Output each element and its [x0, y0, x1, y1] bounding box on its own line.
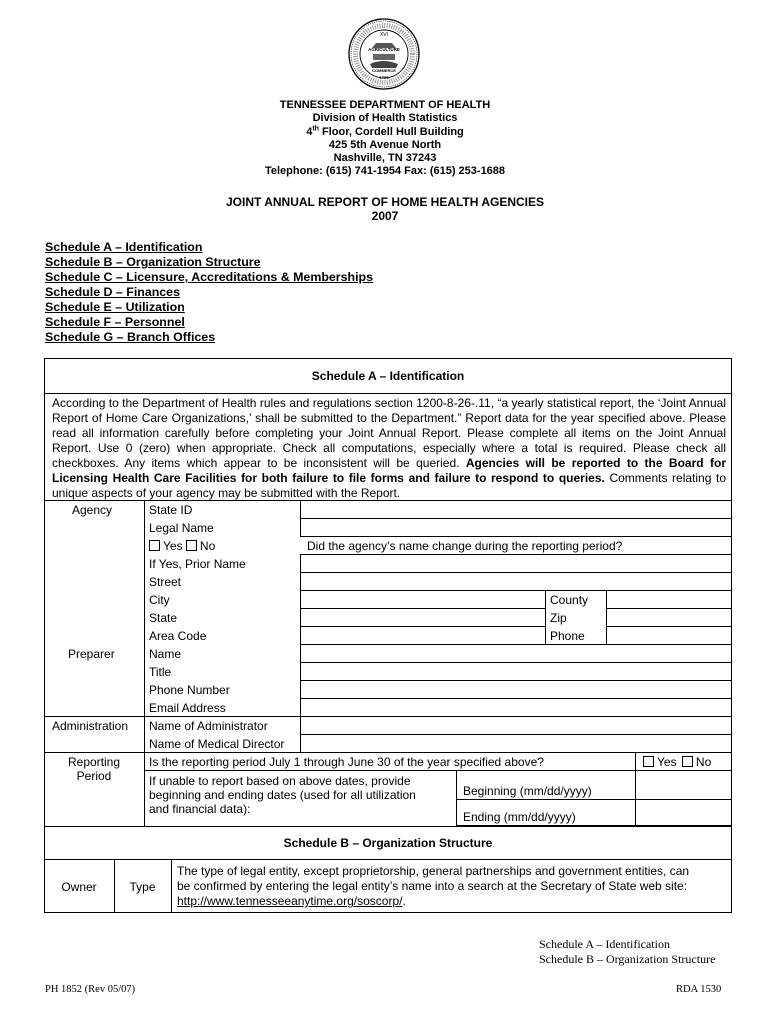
reporting-word: Reporting: [67, 755, 121, 769]
seal-commerce: COMMERCE: [372, 68, 396, 73]
toc-item-schedule-c: Schedule C – Licensure, Accreditations & Memberships: [45, 270, 373, 284]
ending-date-field[interactable]: [636, 800, 731, 825]
toc-item-schedule-e: Schedule E – Utilization: [45, 300, 185, 314]
phone-label: Phone: [550, 629, 585, 643]
grid-line: [635, 752, 636, 771]
report-year: 2007: [371, 209, 399, 223]
prior-name-field[interactable]: [300, 554, 732, 573]
county-field[interactable]: [606, 590, 732, 609]
report-title: [0, 195, 770, 223]
state-field[interactable]: [300, 608, 546, 627]
header-address: [0, 99, 770, 179]
city-field[interactable]: [300, 590, 546, 609]
medical-director-field[interactable]: [300, 734, 732, 753]
no-label: No: [199, 539, 216, 553]
legal-name-field[interactable]: [300, 518, 732, 537]
instructions-warning: Agencies will be reported to the Board for Licensing Health Care Facilities for both failure to file forms and failure to respond to queries.: [52, 456, 726, 485]
alt-dates-line2: beginning and ending dates (used for all utilization: [149, 788, 416, 802]
period-options: [643, 755, 711, 769]
owner-label: Owner: [61, 880, 97, 894]
county-label: County: [550, 593, 589, 607]
instructions-text: According to the Department of Health rules and regulations section 1200-8-26-.11, “a yearly statistical report, the ‘Joint Annual Report of Home Care Organizations,’ shall be submitted to the Department.” Report data for the year specified above. Please read all information carefully before completing your Joint Annual Report. Please complete all items on the Joint Annual Report. Use 0 (zero) when appropriate. Check all computations, especially where a total is required. Please check all checkboxes. Any items which appear to be inconsistent will be queried.: [52, 396, 726, 470]
preparer-email-field[interactable]: [300, 698, 732, 717]
entity-desc-line3: [177, 894, 689, 909]
city-address: Nashville, TN 37243: [333, 152, 437, 165]
grid-line: [44, 716, 300, 717]
period-no-label: No: [695, 755, 712, 769]
type-label: Type: [129, 880, 156, 894]
state-id-field[interactable]: [300, 500, 732, 519]
report-title-line1: JOINT ANNUAL REPORT OF HOME HEALTH AGENCIES: [225, 195, 544, 209]
area-code-label: Area Code: [149, 629, 207, 643]
floor-number: 4: [306, 125, 313, 138]
beginning-date-field[interactable]: [636, 771, 731, 799]
toc-item-schedule-f: Schedule F – Personnel: [45, 315, 185, 329]
seal-agriculture: AGRICULTURE: [368, 47, 400, 52]
seal-year: 1796: [379, 75, 389, 80]
name-change-yes-checkbox[interactable]: [149, 540, 160, 551]
schedule-list: [45, 240, 373, 345]
form-number: PH 1852 (Rev 05/07): [45, 984, 136, 995]
street-field[interactable]: [300, 572, 732, 591]
instructions-comments: Comments relating to unique aspects of your agency may be submitted with the Report.: [52, 471, 726, 500]
name-change-no-checkbox[interactable]: [186, 540, 197, 551]
toc-item-schedule-a: Schedule A – Identification: [45, 240, 203, 254]
period-no-checkbox[interactable]: [682, 756, 693, 767]
administrator-name-field[interactable]: [300, 716, 732, 735]
state-id-label: State ID: [149, 503, 193, 517]
preparer-email-label: Email Address: [149, 701, 226, 715]
dept-name: TENNESSEE DEPARTMENT OF HEALTH: [279, 99, 491, 111]
administration-label: Administration: [52, 719, 129, 733]
legal-name-label: Legal Name: [149, 521, 214, 535]
toc-item-schedule-g: Schedule G – Branch Offices: [45, 330, 216, 344]
page-contents: [539, 937, 715, 967]
zip-field[interactable]: [606, 608, 732, 627]
preparer-label: Preparer: [68, 647, 115, 661]
prior-name-label: If Yes, Prior Name: [149, 557, 246, 571]
preparer-phone-label: Phone Number: [149, 683, 230, 697]
preparer-name-field[interactable]: [300, 644, 732, 663]
phone-field[interactable]: [606, 626, 732, 645]
city-label: City: [149, 593, 170, 607]
grid-line: [144, 500, 145, 826]
preparer-name-label: Name: [149, 647, 182, 661]
rda-number: RDA 1530: [676, 984, 722, 995]
toc-item-schedule-d: Schedule D – Finances: [45, 285, 180, 299]
preparer-title-field[interactable]: [300, 662, 732, 681]
floor-suffix: th: [312, 124, 319, 132]
alternate-dates-instructions: [149, 774, 416, 816]
sos-corp-link[interactable]: http://www.tennesseeanytime.org/soscorp/: [177, 894, 403, 908]
ending-date-label: Ending (mm/dd/yyyy): [463, 810, 576, 824]
phone-fax: Telephone: (615) 741-1954 Fax: (615) 253-1688: [264, 165, 506, 178]
toc-item-schedule-b: Schedule B – Organization Structure: [45, 255, 261, 269]
grid-line: [44, 752, 732, 753]
name-change-options: [149, 539, 215, 553]
street-label: Street: [149, 575, 182, 589]
alt-dates-line1: If unable to report based on above dates, provide: [149, 774, 411, 788]
administrator-name-label: Name of Administrator: [149, 719, 268, 733]
entity-desc-line1: The type of legal entity, except proprietorship, general partnerships and government entities, can: [177, 864, 690, 878]
division-name: Division of Health Statistics: [312, 112, 458, 125]
yes-label: Yes: [163, 539, 183, 553]
grid-line: [171, 860, 172, 913]
entity-desc-line2: be confirmed by entering the legal entity’s name into a search at the Secretary of State web site:: [177, 879, 688, 893]
preparer-title-label: Title: [149, 665, 172, 679]
contents-schedule-a: Schedule A – Identification: [539, 937, 670, 951]
floor-building: Floor, Cordell Hull Building: [318, 125, 464, 138]
contents-schedule-b: Schedule B – Organization Structure: [539, 952, 716, 966]
preparer-phone-field[interactable]: [300, 680, 732, 699]
street-address: 425 5th Avenue North: [328, 138, 442, 151]
state-seal: [348, 18, 420, 90]
floor-line: [0, 126, 770, 139]
beginning-date-label: Beginning (mm/dd/yyyy): [463, 784, 592, 798]
schedule-a-header: Schedule A – Identification: [45, 359, 731, 394]
schedule-b-header: Schedule B – Organization Structure: [44, 826, 732, 860]
agency-label: Agency: [72, 503, 113, 517]
link-period: .: [402, 894, 406, 908]
reporting-period-label: [44, 755, 144, 783]
zip-label: Zip: [550, 611, 567, 625]
period-word: Period: [76, 769, 112, 783]
area-code-field[interactable]: [300, 626, 546, 645]
state-label: State: [149, 611, 178, 625]
entity-type-description: [177, 864, 689, 909]
name-change-question: Did the agency’s name change during the reporting period?: [307, 539, 623, 553]
seal-xvi: XVI: [379, 32, 389, 38]
period-yes-checkbox[interactable]: [643, 756, 654, 767]
period-yes-label: Yes: [657, 755, 677, 769]
schedule-a-instructions: [45, 396, 731, 501]
alt-dates-line3: and financial data):: [149, 802, 251, 816]
medical-director-label: Name of Medical Director: [149, 737, 285, 751]
reporting-period-question: Is the reporting period July 1 through June 30 of the year specified above?: [149, 755, 544, 769]
